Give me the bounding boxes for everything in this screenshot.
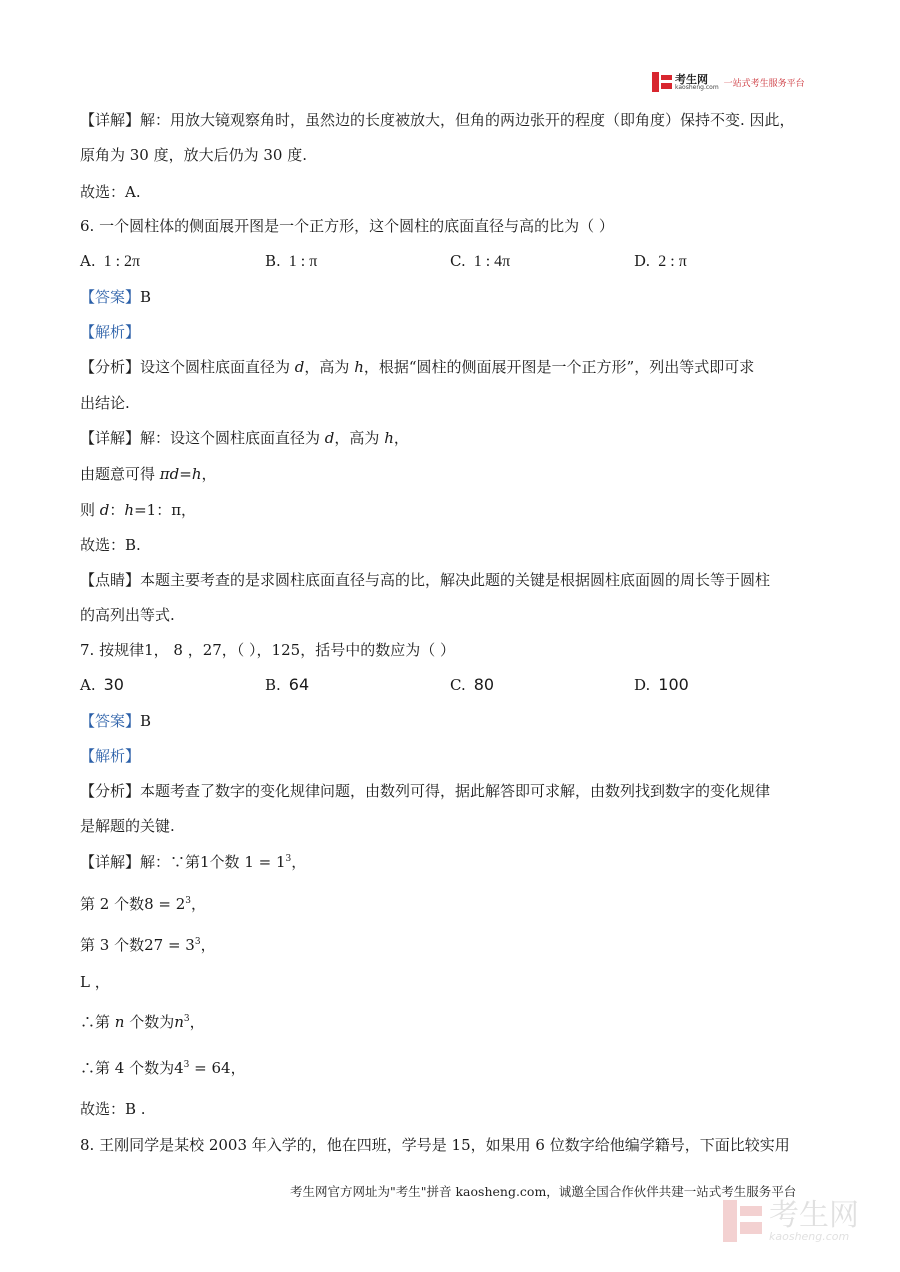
q8-stem: 8. 王刚同学是某校 2003 年入学的，他在四班，学号是 15，如果用 6 位数字给他编学籍号，下面比较实用: [80, 1136, 790, 1154]
q5-detail-line2: 原角为 30 度，放大后仍为 30 度.: [80, 146, 308, 164]
q7-stem: 7. 按规律1， 8 ，27，（ ），125，括号中的数应为（ ）: [80, 641, 455, 659]
brand-logo-icon: [652, 72, 672, 92]
q6-ratio: 则 d：h=1：π，: [80, 501, 197, 519]
q7-detail-line2: 第 2 个数$8 = 2^3$，: [80, 895, 207, 913]
q6-dianjing-line2: 的高列出等式.: [80, 606, 175, 624]
detail-tag: 【详解】: [80, 853, 141, 871]
fenxi-tag: 【分析】: [80, 782, 141, 800]
q7-detail-line3: 第 3 个数$27 = 3^3$，: [80, 936, 216, 954]
watermark-domain: kaosheng.com: [769, 1229, 850, 1243]
answer-value: B: [140, 712, 152, 730]
q6-answer: [80, 287, 151, 307]
footer-text: 考生网官方网址为"考生"拼音 kaosheng.com，诚邀全国合作伙伴共建一站式考生服务平台: [290, 1184, 797, 1199]
brand-text: [675, 74, 719, 91]
answer-tag: 【答案】: [80, 288, 141, 306]
q7-detail-general: ∴第 n 个数为$n^3$，: [80, 1013, 205, 1031]
q7-fenxi-line1: 【分析】本题考查了数字的变化规律问题，由数列可得，据此解答即可求解，由数列找到数字的变化规律: [80, 782, 771, 800]
q7-detail-line1: 【详解】解：∵第1个数 $1 = 1^3$，: [80, 853, 307, 871]
q5-detail-line1: 【详解】解：用放大镜观察角时，虽然边的长度被放大，但角的两边张开的程度（即角度）保持不变. 因此，: [80, 111, 795, 129]
option-value: 1 : π: [288, 253, 318, 270]
q7-detail-dots: L ，: [80, 973, 110, 991]
q6-option-b: B. 1 : π: [265, 252, 318, 270]
detail-tag: 【详解】: [80, 429, 141, 447]
q7-option-b: B. 64: [265, 675, 310, 694]
q6-option-a: A. 1 : 2π: [80, 252, 141, 270]
q6-option-d: D. 2 : π: [634, 252, 687, 270]
q5-choice: 故选：A.: [80, 183, 141, 201]
option-value: 1 : 4π: [473, 253, 511, 270]
option-value: 30: [103, 675, 124, 694]
q7-option-a: A. 30: [80, 675, 124, 694]
watermark-logo: [723, 1197, 859, 1243]
q6-analysis-tag: 【解析】: [80, 323, 141, 341]
q6-option-c: C. 1 : 4π: [450, 252, 511, 270]
option-value: 80: [473, 675, 495, 694]
q7-detail-fourth: ∴第 4 个数为$4^3 = 64$，: [80, 1059, 246, 1077]
q7-answer: [80, 711, 151, 731]
q7-analysis-tag: 【解析】: [80, 747, 141, 765]
watermark-name: 考生网: [769, 1197, 859, 1233]
q7-fenxi-line2: 是解题的关键.: [80, 817, 175, 835]
answer-value: B: [140, 288, 152, 306]
option-value: 64: [288, 675, 310, 694]
q6-detail-line1: 【详解】解：设这个圆柱底面直径为 d，高为 h，: [80, 429, 409, 447]
fenxi-tag: 【分析】: [80, 358, 141, 376]
q6-equation: 由题意可得 πd=h，: [80, 465, 217, 483]
q6-stem: 6. 一个圆柱体的侧面展开图是一个正方形，这个圆柱的底面直径与高的比为（ ）: [80, 217, 614, 235]
option-value: 2 : π: [658, 253, 687, 270]
q7-choice: 故选：B .: [80, 1100, 146, 1118]
brand-slogan: 一站式考生服务平台: [723, 78, 805, 89]
detail-tag: 【详解】: [80, 111, 141, 129]
watermark-logo-icon: [723, 1200, 763, 1242]
header-brand: [652, 72, 805, 92]
answer-tag: 【答案】: [80, 712, 141, 730]
q6-fenxi-line1: 【分析】设这个圆柱底面直径为 d，高为 h，根据“圆柱的侧面展开图是一个正方形”，列出等式即可求: [80, 358, 755, 376]
brand-name: 考生网: [675, 72, 708, 86]
q7-option-c: C. 80: [450, 675, 495, 694]
q6-fenxi-line2: 出结论.: [80, 394, 130, 412]
brand-domain: kaosheng.com: [675, 83, 719, 91]
option-value: 1 : 2π: [103, 253, 141, 270]
option-value: 100: [658, 675, 689, 694]
q6-choice: 故选：B.: [80, 536, 141, 554]
q6-dianjing-line1: 【点睛】本题主要考查的是求圆柱底面直径与高的比，解决此题的关键是根据圆柱底面圆的周长等于圆柱: [80, 571, 771, 589]
q7-option-d: D. 100: [634, 675, 689, 694]
dianjing-tag: 【点睛】: [80, 571, 141, 589]
